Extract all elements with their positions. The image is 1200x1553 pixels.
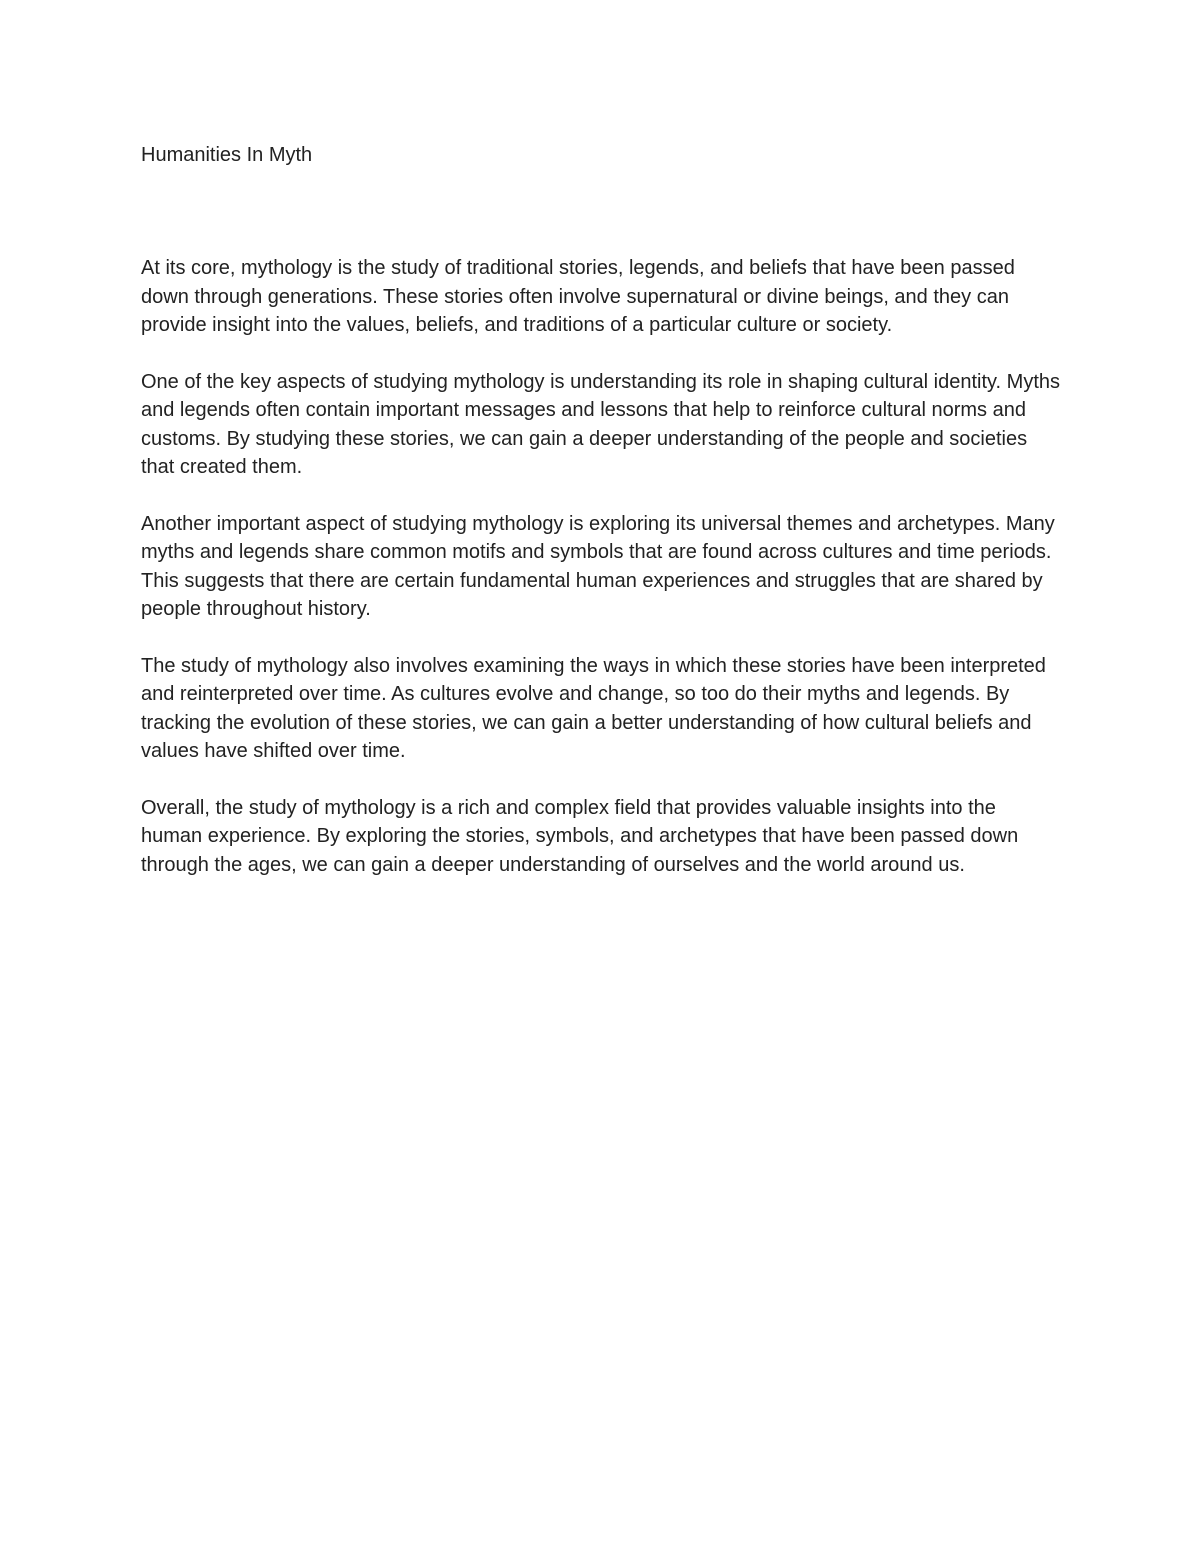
- paragraph-1: At its core, mythology is the study of traditional stories, legends, and beliefs that have been passed down through generations. These stories often involve supernatural or divine beings, and they can provide insight into the values, beliefs, and traditions of a particular culture or society.: [141, 257, 1015, 336]
- paragraph-5: Overall, the study of mythology is a rich and complex field that provides valuable insights into the human experience. By exploring the stories, symbols, and archetypes that have been passed down through the ages, we can gain a deeper understanding of ourselves and the world around us.: [141, 796, 1019, 876]
- paragraph-4: The study of mythology also involves examining the ways in which these stories have been interpreted and reinterpreted over time. As cultures evolve and change, so too do their myths and legends. By tracking the evolution of these stories, we can gain a better understanding of how cultural beliefs and values have shifted over time.: [141, 654, 1046, 762]
- paragraph-2: One of the key aspects of studying mythology is understanding its role in shaping cultural identity. Myths and legends often contain important messages and lessons that help to reinforce cultural norms and customs. By studying these stories, we can gain a deeper understanding of the people and societies that created them.: [141, 370, 1061, 478]
- paragraph-3: Another important aspect of studying mythology is exploring its universal themes and archetypes. Many myths and legends share common motifs and symbols that are found across cultures and time periods. This suggests that there are certain fundamental human experiences and struggles that are shared by people throughout history.: [141, 512, 1055, 620]
- document-title: Humanities In Myth: [141, 144, 313, 166]
- document-body: [141, 254, 1061, 907]
